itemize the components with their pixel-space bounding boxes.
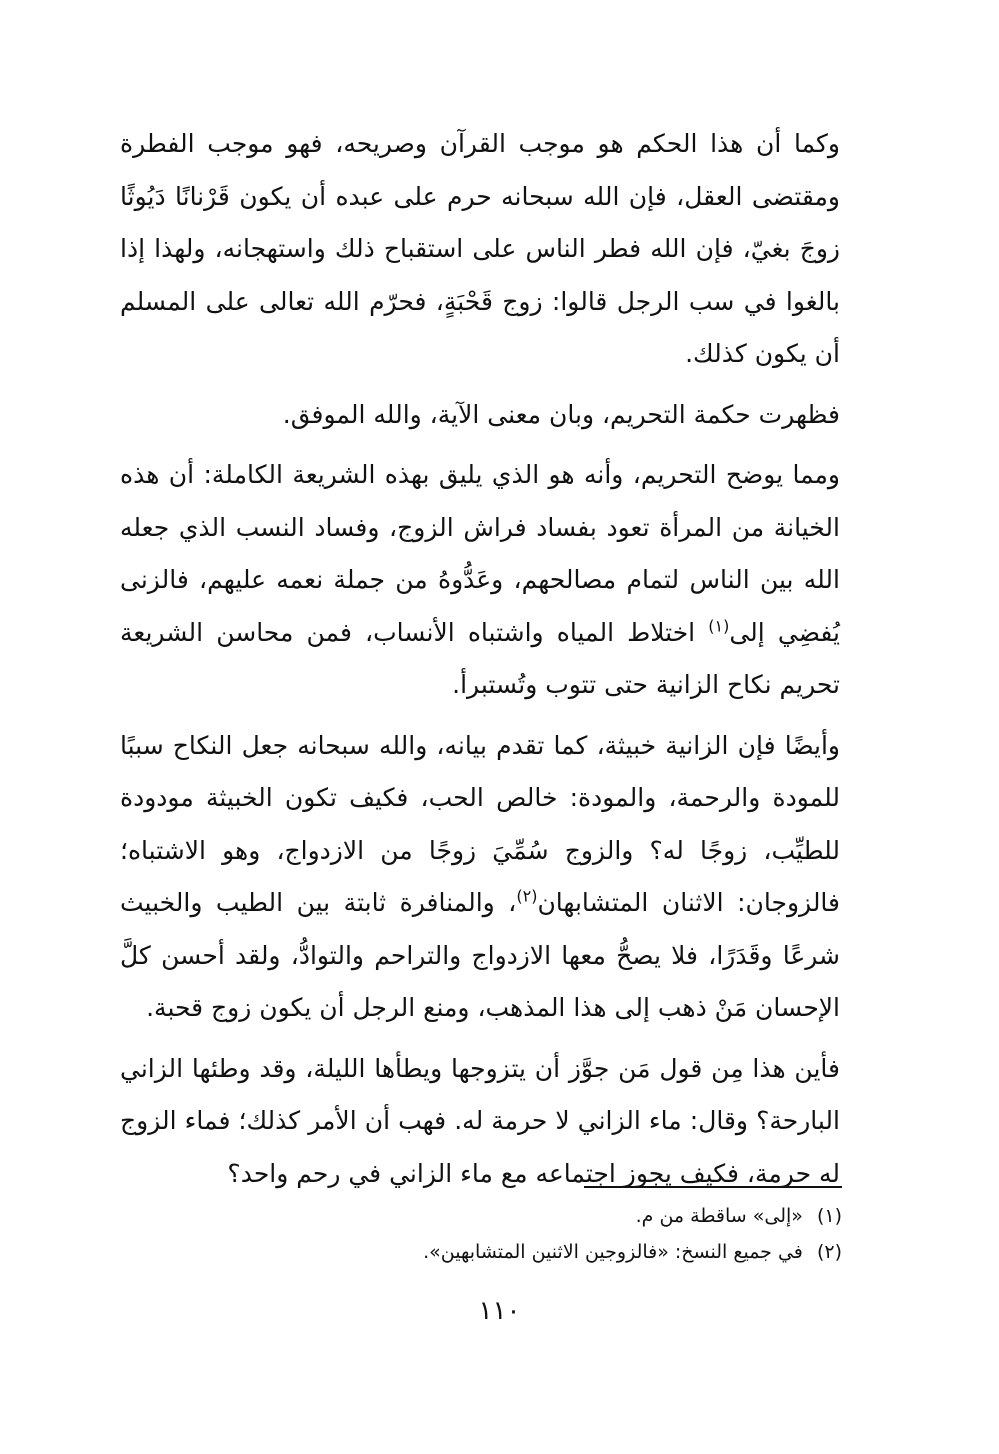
paragraph-4-text-end: ، والمنافرة ثابتة بين الطيب والخبيث شرعًا وقَدَرًا، فلا يصحُّ معها الازدواج والتراحم والتوادُّ، ولقد أحسن كلَّ الإحسان مَنْ ذهب إلى هذا المذهب، ومنع الرجل أن يكون زوج قحبة. bbox=[120, 888, 840, 1022]
footnote-2-text: في جميع النسخ: «فالزوجين الاثنين المتشابهين». bbox=[423, 1241, 803, 1263]
paragraph-3 bbox=[120, 449, 840, 712]
main-text bbox=[120, 118, 840, 1200]
footnotes bbox=[300, 1198, 842, 1270]
paragraph-4 bbox=[120, 720, 840, 1035]
paragraph-2: فظهرت حكمة التحريم، وبان معنى الآية، والله الموفق. bbox=[282, 399, 840, 429]
footnote-2 bbox=[300, 1234, 842, 1270]
footnote-1-number: (١) bbox=[816, 1205, 842, 1227]
paragraph-5: فأين هذا مِن قول مَن جوَّز أن يتزوجها ويطأها الليلة، وقد وطئها الزاني البارحة؟ وقال: ماء الزاني لا حرمة له. فهب أن الأمر كذلك؛ فماء الزوج له حرمة، فكيف يجوز اجتماعه مع ماء الزاني في رحم واحد؟ bbox=[120, 1053, 840, 1188]
footnote-1 bbox=[300, 1198, 842, 1234]
footnote-reference-1: (١) bbox=[708, 616, 730, 636]
footnote-separator bbox=[584, 1186, 842, 1188]
paragraph-4-text-start: وأيضًا فإن الزانية خبيثة، كما تقدم بيانه، والله سبحانه جعل النكاح سببًا للمودة والرحمة، والمودة: خالص الحب، فكيف تكون الخبيثة مودودة للطيِّب، زوجًا له؟ والزوج سُمِّيَ زوجًا من الازدواج، وهو الاشتباه؛ فالزوجان: الاثنان المتشابهان bbox=[120, 730, 840, 917]
paragraph-1: وكما أن هذا الحكم هو موجب القرآن وصريحه، فهو موجب الفطرة ومقتضى العقل، فإن الله سبحانه حرم على عبده أن يكون قَرْنانًا دَيُوثًا زوجَ بغيّ، فإن الله فطر الناس على استقباح ذلك واستهجانه، ولهذا إذا بالغوا في سب الرجل قالوا: زوج قَحْبَةٍ، فحرّم الله تعالى على المسلم أن يكون كذلك. bbox=[120, 129, 840, 368]
paragraph-3-text-end: اختلاط المياه واشتباه الأنساب، فمن محاسن الشريعة تحريم نكاح الزانية حتى تتوب وتُستبرأ. bbox=[120, 617, 840, 699]
footnote-1-text: «إلى» ساقطة من م. bbox=[635, 1205, 803, 1227]
page-number: ١١٠ bbox=[478, 1296, 521, 1326]
footnote-2-number: (٢) bbox=[816, 1241, 842, 1263]
footnote-reference-2: (٢) bbox=[516, 886, 538, 906]
paragraph-3-text-start: ومما يوضح التحريم، وأنه هو الذي يليق بهذه الشريعة الكاملة: أن هذه الخيانة من المرأة تعود بفساد فراش الزوج، وفساد النسب الذي جعله الله بين الناس لتمام مصالحهم، وعَدُّوهُ من جملة نعمه عليهم، فالزنى يُفضِي إلى bbox=[120, 460, 840, 647]
